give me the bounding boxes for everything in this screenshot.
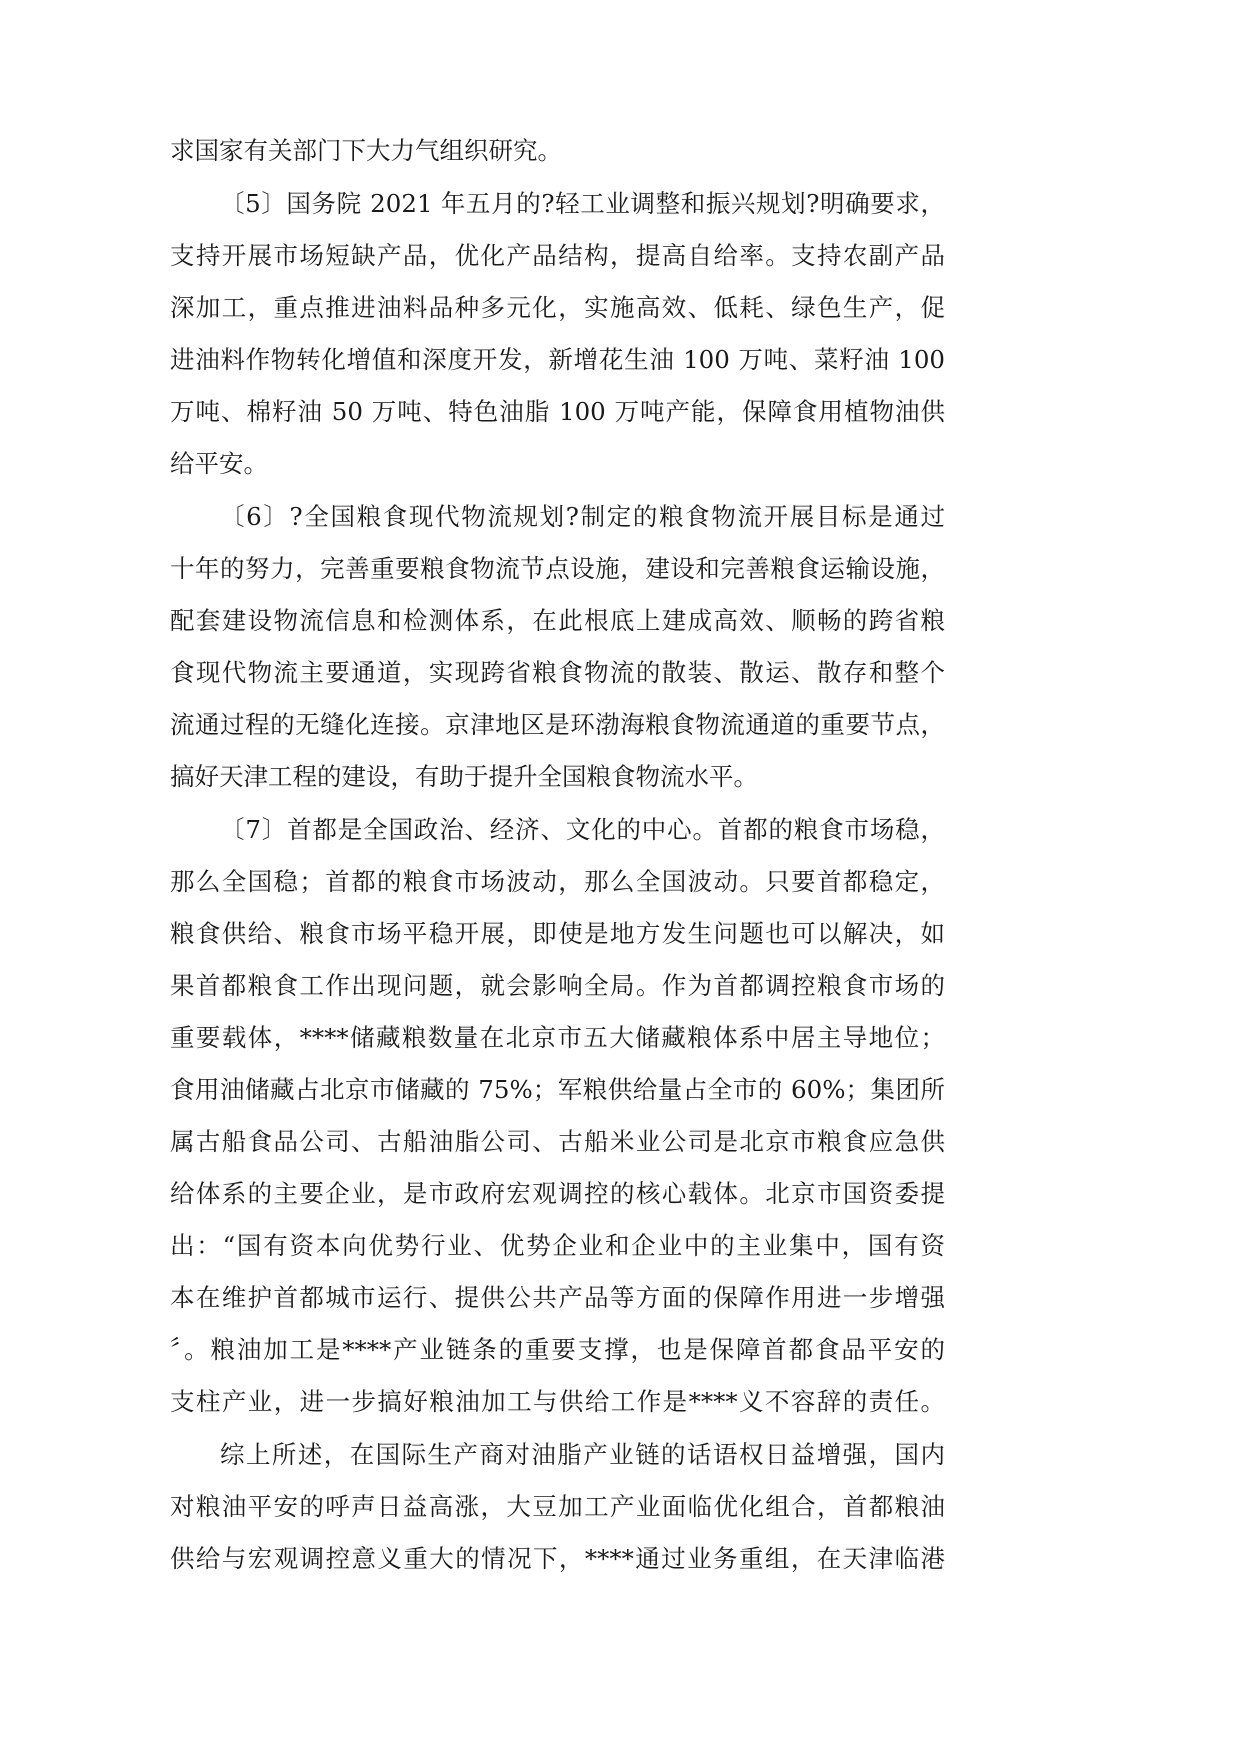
body-text bbox=[170, 125, 945, 1585]
paragraph-item-7 bbox=[170, 804, 945, 1428]
text-line: 食现代物流主要通道，实现跨省粮食物流的散装、散运、散存和整个 bbox=[170, 658, 945, 687]
text-line: 食用油储藏占北京市储藏的 75%；军粮供给量占全市的 60%；集团所 bbox=[170, 1075, 945, 1104]
text-line: 万吨、棉籽油 50 万吨、特色油脂 100 万吨产能，保障食用植物油供 bbox=[170, 397, 945, 426]
text-line: 粮食供给、粮食市场平稳开展，即使是地方发生问题也可以解决，如 bbox=[170, 919, 945, 948]
text-line: 果首都粮食工作出现问题，就会影响全局。作为首都调控粮食市场的 bbox=[170, 971, 945, 1000]
text-line: 〞。粮油加工是****产业链条的重要支撑，也是保障首都食品平安的 bbox=[170, 1335, 945, 1364]
text-line: 综上所述，在国际生产商对油脂产业链的话语权日益增强，国内 bbox=[220, 1440, 945, 1469]
text-line: 支柱产业，进一步搞好粮油加工与供给工作是****义不容辞的责任。 bbox=[170, 1387, 945, 1416]
text-line: 搞好天津工程的建设，有助于提升全国粮食物流水平。 bbox=[170, 762, 758, 791]
paragraph-continuation bbox=[170, 125, 945, 177]
paragraph-summary bbox=[170, 1429, 945, 1585]
text-line: 配套建设物流信息和检测体系，在此根底上建成高效、顺畅的跨省粮 bbox=[170, 606, 945, 635]
paragraph-item-5 bbox=[170, 178, 945, 490]
text-line: 进油料作物转化增值和深度开发，新增花生油 100 万吨、菜籽油 100 bbox=[170, 345, 945, 374]
text-line: 出：“国有资本向优势行业、优势企业和企业中的主业集中，国有资 bbox=[170, 1231, 945, 1260]
text-line: 〔6〕?全国粮食现代物流规划?制定的粮食物流开展目标是通过 bbox=[220, 502, 945, 531]
text-line: 求国家有关部门下大力气组织研究。 bbox=[170, 136, 562, 165]
text-line: 本在维护首都城市运行、提供公共产品等方面的保障作用进一步增强 bbox=[170, 1283, 945, 1312]
text-line: 那么全国稳；首都的粮食市场波动，那么全国波动。只要首都稳定， bbox=[170, 867, 945, 896]
paragraph-item-6 bbox=[170, 491, 945, 803]
text-line: 流通过程的无缝化连接。京津地区是环渤海粮食物流通道的重要节点， bbox=[170, 710, 945, 739]
text-line: 给平安。 bbox=[170, 449, 268, 478]
text-line: 给体系的主要企业，是市政府宏观调控的核心载体。北京市国资委提 bbox=[170, 1179, 945, 1208]
text-line: 十年的努力，完善重要粮食物流节点设施，建设和完善粮食运输设施， bbox=[170, 554, 945, 583]
text-line: 对粮油平安的呼声日益高涨，大豆加工产业面临优化组合，首都粮油 bbox=[170, 1492, 945, 1521]
text-line: 供给与宏观调控意义重大的情况下，****通过业务重组，在天津临港 bbox=[170, 1544, 945, 1573]
text-line: 支持开展市场短缺产品，优化产品结构，提高自给率。支持农副产品 bbox=[170, 241, 945, 270]
text-line: 〔7〕首都是全国政治、经济、文化的中心。首都的粮食市场稳， bbox=[220, 815, 945, 844]
text-line: 重要载体，****储藏粮数量在北京市五大储藏粮体系中居主导地位； bbox=[170, 1023, 945, 1052]
text-line: 〔5〕国务院 2021 年五月的?轻工业调整和振兴规划?明确要求， bbox=[220, 189, 945, 218]
text-line: 属古船食品公司、古船油脂公司、古船米业公司是北京市粮食应急供 bbox=[170, 1127, 945, 1156]
text-line: 深加工，重点推进油料品种多元化，实施高效、低耗、绿色生产，促 bbox=[170, 293, 945, 322]
